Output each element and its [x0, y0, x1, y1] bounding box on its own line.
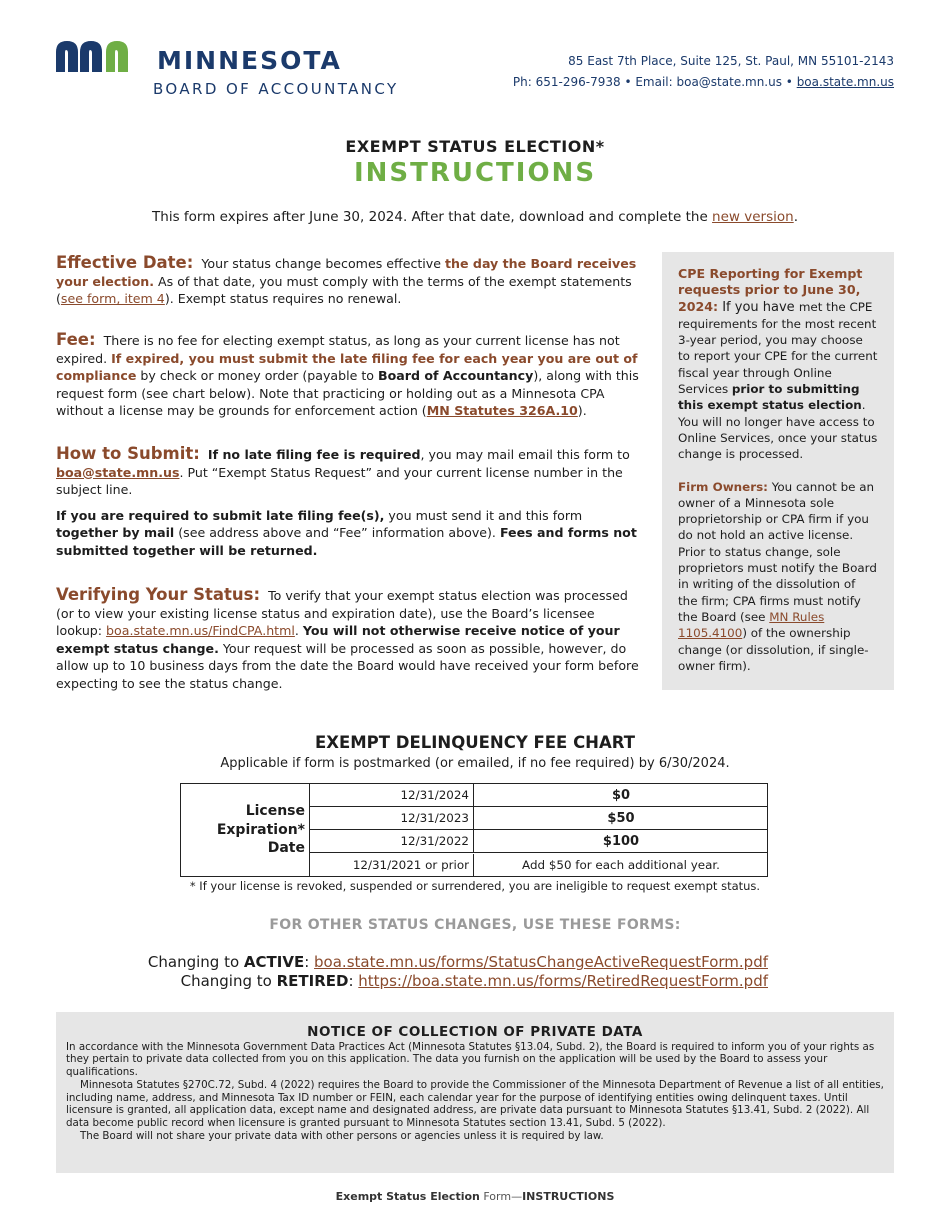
fee-text-3: ), along with this request form (see chart below). Note that practicing or holding out as a Minnesota CPA without a license may be grounds for enforcement action ( — [56, 368, 639, 419]
fee-text: There is no fee for electing exempt status, as long as your current license has not expired. — [56, 333, 620, 366]
table-row — [310, 854, 768, 877]
active-word: ACTIVE — [243, 953, 305, 971]
find-cpa-link[interactable]: boa.state.mn.us/FindCPA.html — [106, 623, 295, 639]
mn-rules-link[interactable]: MN Rules 1105.4100 — [678, 609, 825, 641]
late-fee-text-2: (see address above and “Fee” information above). — [174, 525, 500, 541]
fee-text-2: by check or money order (payable to — [136, 368, 379, 384]
retired-word: RETIRED — [276, 972, 349, 990]
returned-warning: Fees and forms not submitted together will be returned. — [56, 525, 637, 558]
active-form-link[interactable]: boa.state.mn.us/forms/StatusChangeActiveRequestForm.pdf — [314, 953, 768, 971]
label-line-2: Expiration* — [216, 821, 305, 838]
firm-owners-heading: Firm Owners: — [678, 479, 768, 494]
active-prefix: Changing to — [147, 953, 244, 971]
row-fee: $0 — [473, 784, 768, 806]
org-subtitle: BOARD OF ACCOUNTANCY — [153, 80, 399, 98]
cpe-reporting-block — [678, 266, 878, 463]
other-forms-heading: FOR OTHER STATUS CHANGES, USE THESE FORMS: — [269, 917, 681, 933]
row-date: 12/31/2023 — [400, 811, 469, 825]
cpe-emphasis: prior to submitting this exempt status election — [678, 382, 862, 413]
how-to-submit-section — [56, 445, 644, 560]
row-fee: Add $50 for each additional year. — [473, 854, 768, 877]
retired-form-line — [181, 972, 768, 990]
verify-sep: . — [294, 623, 303, 639]
late-fee-emphasis: If you are required to submit late filing fee(s), — [56, 507, 385, 523]
table-row — [310, 807, 768, 830]
verify-emphasis: You will not otherwise receive notice of your exempt status change. — [56, 623, 620, 656]
late-fee-text: you must send it and this form — [384, 507, 583, 523]
contact-line — [513, 75, 894, 89]
sidebar-panel — [662, 252, 894, 690]
colon: : — [304, 953, 315, 971]
effective-date-section — [56, 254, 644, 308]
footer-instructions: INSTRUCTIONS — [522, 1190, 615, 1203]
verify-section — [56, 586, 644, 693]
cpe-text-3: . You will no longer have access to Online Services, once your status change is processed. — [678, 398, 878, 462]
verify-text: To verify that your exempt status election was processed (or to view your existing license status and expiration date), use the Board’s licensee lookup: — [56, 588, 628, 639]
cpe-text: If you have — [718, 299, 799, 315]
see-form-item-link[interactable]: see form, item 4 — [60, 291, 165, 307]
table-row — [310, 830, 768, 853]
board-logo — [54, 38, 444, 98]
fee-chart-subtitle: Applicable if form is postmarked (or emailed, if no fee required) by 6/30/2024. — [220, 756, 730, 771]
cpe-text-2: met the CPE requirements for the most recent 3-year period, you may choose to report your CPE for the current fiscal year through Online Services — [678, 299, 878, 397]
address: 85 East 7th Place, Suite 125, St. Paul, MN 55101-2143 — [568, 54, 894, 68]
label-line-1: License — [245, 803, 305, 819]
expiration-notice — [0, 209, 950, 225]
fee-section — [56, 331, 644, 420]
page-footer — [0, 1190, 950, 1203]
row-date: 12/31/2021 or prior — [352, 858, 469, 872]
fee-chart-title: EXEMPT DELINQUENCY FEE CHART — [315, 733, 635, 752]
retired-prefix: Changing to — [180, 972, 277, 990]
org-name: MINNESOTA — [157, 46, 342, 75]
fee-text-4: ). — [577, 403, 587, 419]
mn-statutes-link[interactable]: MN Statutes 326A.10 — [426, 403, 578, 419]
colon: : — [348, 972, 359, 990]
new-version-link[interactable]: new version — [712, 209, 794, 225]
effective-emphasis: the day the Board receives your election. — [56, 256, 637, 289]
row-date: 12/31/2022 — [400, 834, 469, 848]
notice-paragraph: In accordance with the Minnesota Government Data Practices Act (Minnesota Statutes §13.04, Subd. 2), the Board is required to inform you of your rights as they pertain to private data collected from you on this application. The data you furnish on the application will be used by the Board to assess your qualifications. — [66, 1040, 875, 1079]
cpe-heading: CPE Reporting for Exempt requests prior to June 30, 2024: — [678, 266, 863, 314]
fee-emphasis: If expired, you must submit the late filing fee for each year you are out of compliance — [56, 350, 638, 384]
notice-paragraph: The Board will not share your private data with other persons or agencies unless it is required by law. — [80, 1129, 604, 1142]
notice-title: NOTICE OF COLLECTION OF PRIVATE DATA — [307, 1024, 643, 1040]
label-line-3: Date — [267, 840, 305, 856]
row-fee: $100 — [473, 830, 768, 852]
expire-end: . — [793, 209, 798, 225]
email-link[interactable]: boa@state.mn.us — [56, 464, 180, 480]
fee-chart-table — [180, 783, 768, 877]
active-form-line — [148, 953, 768, 971]
form-subtitle: INSTRUCTIONS — [353, 158, 597, 188]
verify-heading: Verifying Your Status: — [56, 585, 261, 604]
form-title: EXEMPT STATUS ELECTION* — [345, 137, 605, 156]
fee-heading: Fee: — [56, 330, 96, 349]
website-link[interactable]: boa.state.mn.us — [796, 75, 894, 89]
footer-form: Form— — [479, 1190, 523, 1203]
expire-text: This form expires after June 30, 2024. After that date, download and complete the — [152, 209, 713, 225]
row-date: 12/31/2024 — [400, 788, 469, 802]
row-fee: $50 — [473, 807, 768, 829]
by-mail-emphasis: together by mail — [56, 525, 175, 541]
firm-text: You cannot be an owner of a Minnesota sole proprietorship or CPA firm if you do not hold an active license. Prior to status change, sole proprietors must notify the Board in writing of the dissolution of the firm; CPA firms must notify the Board (see — [678, 479, 877, 624]
submit-heading: How to Submit: — [56, 444, 200, 463]
verify-text-2: Your request will be processed as soon as possible, however, do allow up to 10 business days from the date the Board would have received your form before expecting to see the status change. — [56, 640, 639, 691]
submit-text: , you may mail email this form to — [420, 447, 630, 462]
effective-text-3: ). Exempt status requires no renewal. — [164, 291, 402, 307]
submit-emphasis: If no late filing fee is required — [207, 447, 421, 462]
submit-text-2: . Put “Exempt Status Request” and your current license number in the subject line. — [56, 464, 623, 498]
firm-text-2: ) of the ownership change (or dissolution, if single-owner firm). — [678, 626, 869, 673]
mn-logo-icon — [54, 38, 138, 74]
phone-email: Ph: 651-296-7938 • Email: boa@state.mn.us • — [512, 75, 797, 89]
notice-paragraph: Minnesota Statutes §270C.72, Subd. 4 (2022) requires the Board to provide the Commissioner of the Minnesota Department of Revenue a list of all entities, including name, address, and Minnesota Tax ID number or FEIN, each calendar year for the purpose of identifying entities owing delinquent taxes. Until licensure is granted, all application data, except name and designated address, are private data pursuant to Minnesota Statutes §13.41, Subd. 2 (2022). All data become public record when licensure is granted pursuant to Minnesota Statutes section 13.41, Subd. 5 (2022). — [66, 1078, 884, 1129]
firm-owners-block — [678, 479, 878, 675]
private-data-notice — [56, 1012, 894, 1173]
retired-form-link[interactable]: https://boa.state.mn.us/forms/RetiredRequestForm.pdf — [358, 972, 768, 990]
effective-text: Your status change becomes effective — [201, 256, 446, 271]
table-row — [310, 784, 768, 807]
effective-text-2: As of that date, you must comply with the terms of the exempt statements ( — [56, 273, 632, 307]
fee-chart-note: * If your license is revoked, suspended or surrendered, you are ineligible to request exempt status. — [189, 879, 761, 893]
payee-name: Board of Accountancy — [378, 368, 534, 384]
footer-form-name: Exempt Status Election — [335, 1190, 480, 1203]
fee-row-label — [181, 802, 305, 858]
effective-date-heading: Effective Date: — [56, 253, 194, 272]
